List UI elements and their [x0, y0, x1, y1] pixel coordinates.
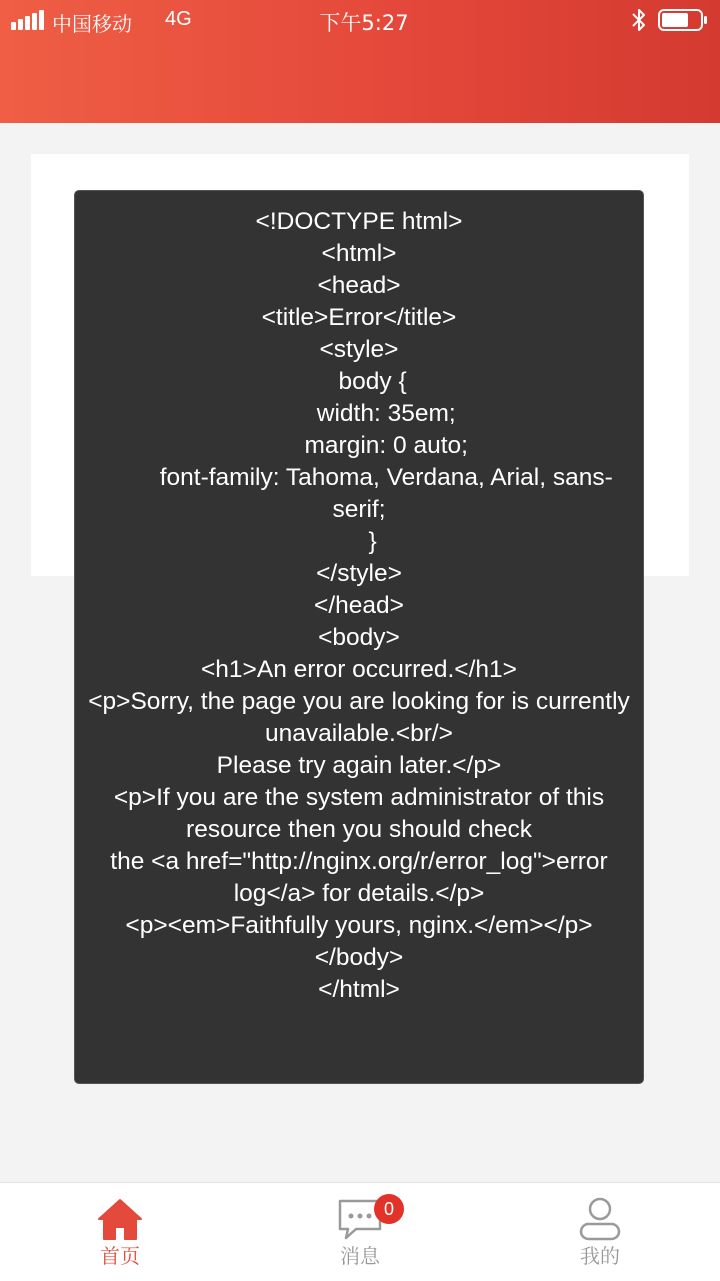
error-toast	[74, 190, 644, 1084]
app-header	[0, 0, 720, 123]
battery-icon	[658, 9, 708, 31]
bottom-tab-bar	[0, 1182, 720, 1281]
tab-home[interactable]	[0, 1183, 240, 1281]
network-type: 4G	[165, 8, 192, 30]
tab-messages-label: 消息	[340, 1244, 380, 1268]
tab-profile[interactable]	[480, 1183, 720, 1281]
tab-home-label: 首页	[100, 1244, 140, 1268]
tab-profile-label: 我的	[580, 1244, 620, 1268]
status-bar	[0, 0, 720, 40]
home-icon	[96, 1195, 144, 1243]
bluetooth-icon	[630, 8, 648, 32]
status-time: 下午5:27	[319, 11, 409, 35]
toast-message: <!DOCTYPE html> <html> <head> <title>Error</title> <style> body { width: 35em; margin: 0 auto; font-family: Tahoma, Verdana, Arial, sans-serif; } </style> </head> <body> <h1>An error occurred.</h1> <p>Sorry, the page you are looking for is currently unavailable.<br/> Please try again later.</p> <p>If you are the system administrator of this resource then you should check the <a href="http://nginx.org/r/error_log">error log</a> for details.</p> <p><em>Faithfully yours, nginx.</em></p> </body> </html>	[88, 208, 630, 1003]
profile-icon	[576, 1195, 624, 1243]
message-count-badge: 0	[374, 1194, 404, 1224]
carrier-name: 中国移动	[52, 12, 132, 36]
tab-messages[interactable]	[240, 1183, 480, 1281]
